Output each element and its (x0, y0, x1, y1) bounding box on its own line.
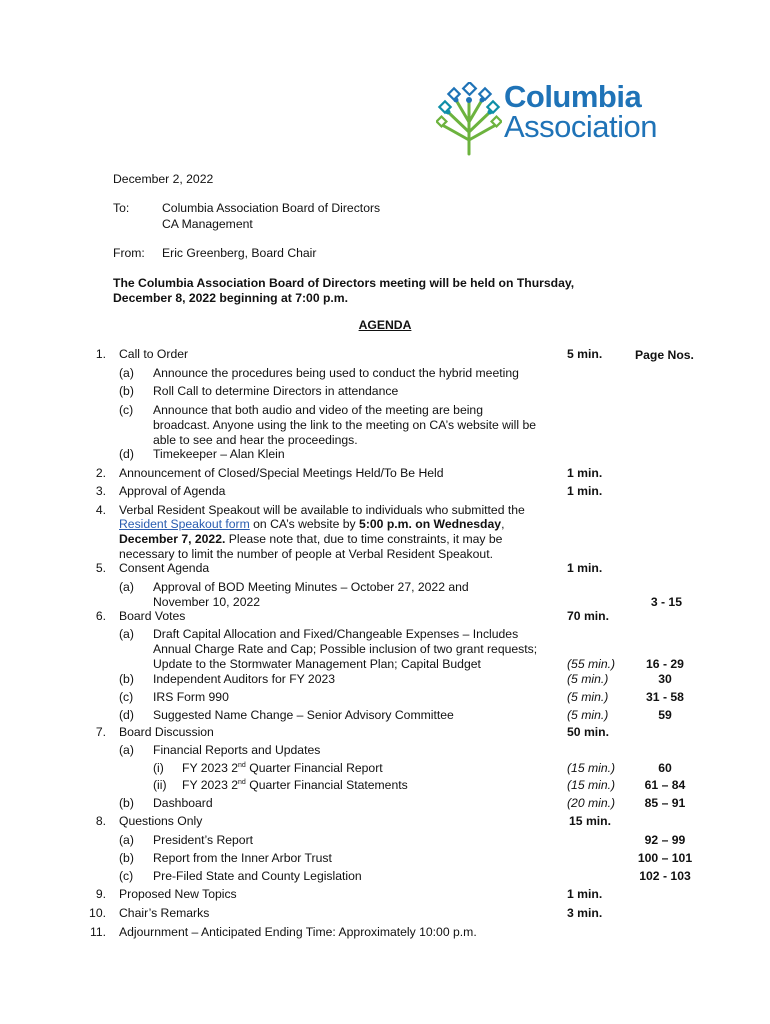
item-text: necessary to limit the number of people at Verbal Resident Speakout. (119, 547, 493, 561)
item-number: 10. (89, 906, 106, 920)
item-number: 3. (95, 484, 106, 498)
sub-label: (c) (119, 690, 134, 704)
page-range: 102 - 103 (639, 869, 691, 883)
sub-label: (b) (119, 796, 134, 810)
item-time: 15 min. (569, 814, 611, 828)
sub-time: (5 min.) (567, 708, 609, 722)
subsub-text: FY 2023 2nd Quarter Financial Statements (182, 778, 408, 792)
sub-time: (15 min.) (567, 761, 616, 775)
sub-time: (55 min.) (567, 657, 616, 671)
sub-text: Draft Capital Allocation and Fixed/Changeable Expenses – Includes (153, 627, 519, 641)
item-number: 6. (95, 609, 106, 623)
item-title: Call to Order (119, 347, 189, 361)
item-title: Board Votes (119, 609, 186, 623)
item-title: Questions Only (119, 814, 203, 828)
sub-time: (15 min.) (567, 778, 616, 792)
item-text: Verbal Resident Speakout will be available to individuals who submitted the (119, 503, 525, 517)
page-range: 59 (658, 708, 672, 722)
page-range: 3 - 15 (650, 595, 682, 609)
item-text-line2: Resident Speakout form on CA’s website by 5:00 p.m. on Wednesday, (119, 517, 505, 531)
page-nos-header: Page Nos. (635, 348, 694, 362)
item-number: 11. (89, 925, 106, 939)
sub-text: Approval of BOD Meeting Minutes – October 27, 2022 and (153, 580, 469, 594)
sub-text: Pre-Filed State and County Legislation (153, 869, 362, 883)
item-number: 2. (95, 466, 106, 480)
item-number: 5. (95, 561, 106, 575)
sub-time: (5 min.) (567, 672, 609, 686)
sub-text: Financial Reports and Updates (153, 743, 321, 757)
sub-text: Report from the Inner Arbor Trust (153, 851, 332, 865)
item-time: 50 min. (567, 725, 609, 739)
sub-text: Annual Charge Rate and Cap; Possible inclusion of two grant requests; (153, 642, 538, 656)
logo-text (504, 79, 666, 160)
sub-text: IRS Form 990 (153, 690, 229, 704)
item-title: Announcement of Closed/Special Meetings Held/To Be Held (119, 466, 444, 480)
item-time: 1 min. (567, 466, 603, 480)
sub-text: Update to the Stormwater Management Plan; Capital Budget (153, 657, 481, 671)
to-recipient-2: CA Management (162, 217, 253, 231)
sub-label: (a) (119, 580, 134, 594)
logo-name-line2: Association (504, 109, 658, 144)
tree-logo-icon (436, 82, 502, 156)
item-text-line3: December 7, 2022. Please note that, due to time constraints, it may be (119, 532, 503, 546)
subsub-text: FY 2023 2nd Quarter Financial Report (182, 761, 383, 775)
item-title: Proposed New Topics (119, 887, 237, 901)
item-number: 8. (95, 814, 106, 828)
sub-label: (d) (119, 447, 134, 461)
sub-label: (c) (119, 403, 134, 417)
announcement-line-1: The Columbia Association Board of Directors meeting will be held on Thursday, (113, 276, 575, 290)
page-range: 60 (658, 761, 672, 775)
sub-time: (5 min.) (567, 690, 609, 704)
logo (436, 79, 666, 162)
item-number: 7. (95, 725, 106, 739)
page-range: 31 - 58 (646, 690, 684, 704)
sub-label: (b) (119, 384, 134, 398)
sub-text: November 10, 2022 (153, 595, 261, 609)
page-range: 61 – 84 (644, 778, 686, 792)
sub-text: Timekeeper – Alan Klein (153, 447, 285, 461)
item-time: 1 min. (567, 561, 603, 575)
page-range: 30 (658, 672, 672, 686)
subsub-label: (ii) (153, 778, 167, 792)
item-time: 1 min. (567, 887, 603, 901)
sub-text: Announce the procedures being used to conduct the hybrid meeting (153, 366, 519, 380)
page-range: 85 – 91 (644, 796, 686, 810)
subsub-label: (i) (153, 761, 164, 775)
page-range: 92 – 99 (644, 833, 686, 847)
item-time: 1 min. (567, 484, 603, 498)
sub-text: Independent Auditors for FY 2023 (153, 672, 336, 686)
item-time: 3 min. (567, 906, 603, 920)
item-time: 5 min. (567, 347, 603, 361)
sub-label: (d) (119, 708, 134, 722)
page-range: 100 – 101 (637, 851, 693, 865)
item-number: 1. (95, 347, 106, 361)
sub-label: (c) (119, 869, 134, 883)
from-label: From: (113, 246, 145, 260)
item-number: 4. (95, 503, 106, 517)
agenda-title: AGENDA (358, 318, 412, 332)
announcement-line-2: December 8, 2022 beginning at 7:00 p.m. (113, 291, 349, 305)
sub-text: able to see and hear the proceedings. (153, 433, 358, 447)
sub-text: Dashboard (153, 796, 213, 810)
sub-label: (a) (119, 366, 134, 380)
logo-name-line1: Columbia (504, 79, 642, 114)
page-range: 16 - 29 (646, 657, 684, 671)
sub-text: Announce that both audio and video of the meeting are being (153, 403, 483, 417)
item-title: Chair’s Remarks (119, 906, 210, 920)
sub-text: President’s Report (153, 833, 254, 847)
item-title: Board Discussion (119, 725, 214, 739)
to-label: To: (113, 201, 130, 215)
resident-speakout-link[interactable]: Resident Speakout form (119, 517, 250, 531)
sub-label: (b) (119, 851, 134, 865)
sub-text: Roll Call to determine Directors in attendance (153, 384, 399, 398)
from-value: Eric Greenberg, Board Chair (162, 246, 317, 260)
item-time: 70 min. (567, 609, 609, 623)
sub-text: Suggested Name Change – Senior Advisory Committee (153, 708, 454, 722)
sub-text: broadcast. Anyone using the link to the meeting on CA’s website will be (153, 418, 536, 432)
sub-time: (20 min.) (567, 796, 616, 810)
sub-label: (b) (119, 672, 134, 686)
sub-label: (a) (119, 627, 134, 641)
item-title: Adjournment – Anticipated Ending Time: Approximately 10:00 p.m. (119, 925, 477, 939)
item-number: 9. (95, 887, 106, 901)
to-recipient-1: Columbia Association Board of Directors (162, 201, 381, 215)
sub-label: (a) (119, 743, 134, 757)
sub-label: (a) (119, 833, 134, 847)
item-title: Approval of Agenda (119, 484, 226, 498)
item-title: Consent Agenda (119, 561, 210, 575)
memo-date: December 2, 2022 (113, 172, 214, 186)
